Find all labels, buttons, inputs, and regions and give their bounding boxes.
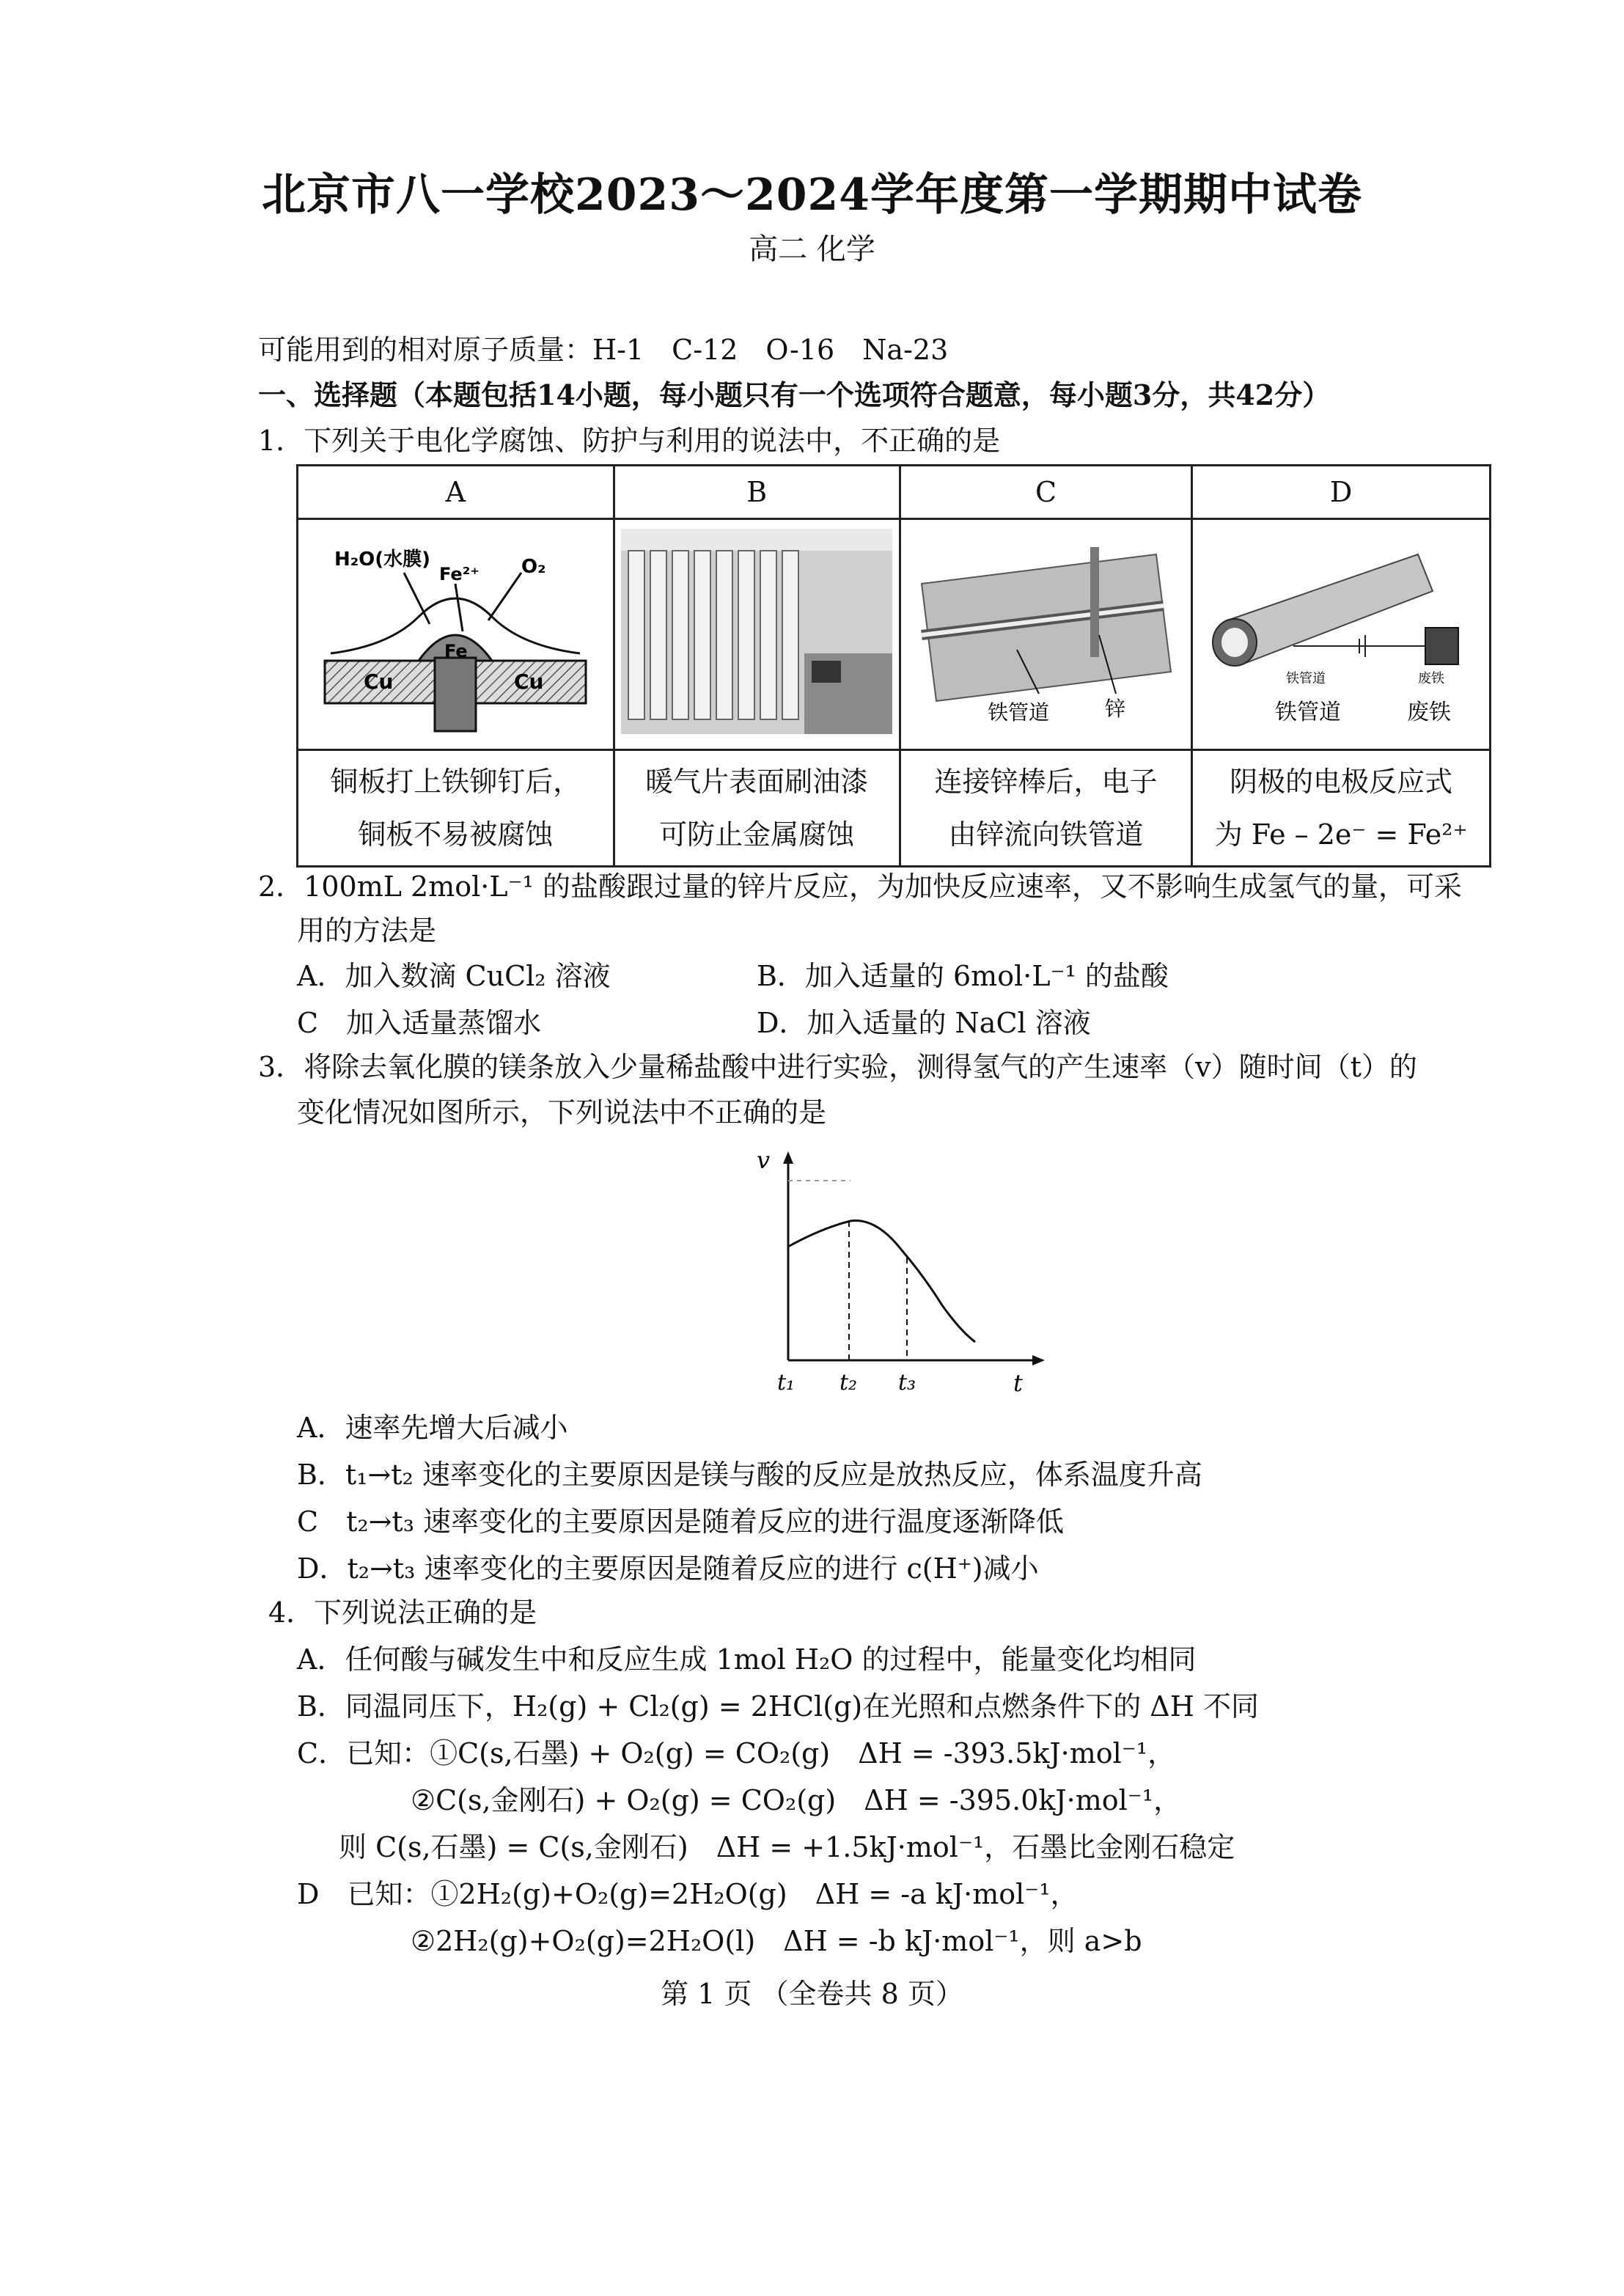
q1-caption-b-line2: 可防止金属腐蚀 [659, 818, 855, 851]
q1-caption-b [614, 750, 900, 867]
section-heading: 一、选择题（本题包括14小题，每小题只有一个选项符合题意，每小题3分，共42分） [258, 378, 1331, 411]
q1-stem: 1．下列关于电化学腐蚀、防护与利用的说法中，不正确的是 [258, 425, 1001, 457]
q2-option-a: A．加入数滴 CuCl₂ 溶液 [297, 960, 611, 992]
q1-header-d: D [1192, 466, 1491, 519]
q1-header-a: A [298, 466, 614, 519]
q1-caption-d-line2: 为 Fe – 2e⁻ = Fe²⁺ [1214, 818, 1468, 851]
q2-option-b: B．加入适量的 6mol·L⁻¹ 的盐酸 [757, 960, 1169, 992]
q1-caption-a [298, 750, 614, 867]
q3-option-b: B．t₁→t₂ 速率变化的主要原因是镁与酸的反应是放热反应，体系温度升高 [297, 1459, 1202, 1491]
pipe-small-label: 铁管道 [1286, 670, 1326, 686]
rate-time-graph [755, 1148, 1048, 1404]
q1-figure-b [614, 519, 900, 750]
q4-option-d-line1: D 已知：①2H₂(g)+O₂(g)=2H₂O(g) ΔH = -a kJ·mol⁻¹， [297, 1878, 1079, 1910]
q1-header-c: C [900, 466, 1191, 519]
t3-label: t₃ [898, 1370, 916, 1395]
q2-option-c: C 加入适量蒸馏水 [297, 1007, 542, 1039]
y-axis-arrow-icon [783, 1151, 793, 1164]
q4-option-c-line2: ②C(s,金刚石) + O₂(g) = CO₂(g) ΔH = -395.0kJ·mol⁻¹， [411, 1784, 1182, 1816]
q2-stem-line1: 2．100mL 2mol·L⁻¹ 的盐酸跟过量的锌片反应，为加快反应速率，又不影响生成氢气的量，可采 [258, 870, 1462, 903]
fe2-label: Fe²⁺ [439, 563, 480, 584]
q1-figure-a [298, 519, 614, 750]
q4-option-b: B．同温同压下，H₂(g) + Cl₂(g) = 2HCl(g)在光照和点燃条件下的 ΔH 不同 [297, 1690, 1259, 1723]
q4-option-d-line2: ②2H₂(g)+O₂(g)=2H₂O(l) ΔH = -b kJ·mol⁻¹，则 a>b [411, 1925, 1142, 1957]
q1-caption-a-line1: 铜板打上铁铆钉后， [330, 766, 581, 798]
page-footer: 第 1 页 （全卷共 8 页） [661, 1978, 963, 2010]
q1-caption-d-line1: 阴极的电极反应式 [1230, 766, 1453, 798]
o2-label: O₂ [521, 555, 546, 578]
q4-option-a: A．任何酸与碱发生中和反应生成 1mol H₂O 的过程中，能量变化均相同 [297, 1643, 1197, 1676]
q2-option-d: D．加入适量的 NaCl 溶液 [757, 1007, 1091, 1039]
q3-stem-line2: 变化情况如图所示，下列说法中不正确的是 [297, 1096, 827, 1129]
q4-option-c-line1: C．已知：①C(s,石墨) + O₂(g) = CO₂(g) ΔH = -393.5kJ·mol⁻¹， [297, 1737, 1176, 1769]
q1-caption-d [1192, 750, 1491, 867]
scrap-small-label: 废铁 [1418, 670, 1445, 686]
q3-option-d: D．t₂→t₃ 速率变化的主要原因是随着反应的进行 c(H⁺)减小 [297, 1552, 1039, 1585]
q2-stem-line2: 用的方法是 [297, 914, 437, 947]
v-axis-label: v [757, 1148, 771, 1174]
atomic-masses: 可能用到的相对原子质量：H-1 C-12 O-16 Na-23 [258, 334, 949, 366]
exam-subtitle: 高二 化学 [749, 232, 875, 266]
q1-header-b: B [614, 466, 900, 519]
pipe-label: 铁管道 [987, 700, 1049, 725]
q3-stem-line1: 3．将除去氧化膜的镁条放入少量稀盐酸中进行实验，测得氢气的产生速率（v）随时间（t）的 [258, 1051, 1417, 1083]
iron-pipe-zinc-diagram [907, 525, 1186, 738]
q1-table [296, 464, 1491, 868]
fe-label: Fe [444, 640, 468, 661]
pipe-scrap-iron-diagram [1198, 525, 1484, 738]
q3-option-a: A．速率先增大后减小 [297, 1412, 568, 1444]
radiator-photo [621, 529, 892, 734]
q1-caption-b-line1: 暖气片表面刷油漆 [645, 766, 869, 798]
q4-stem: 4．下列说法正确的是 [268, 1596, 537, 1629]
q1-figure-d [1192, 519, 1491, 750]
water-film-label: H₂O(水膜) [334, 548, 431, 571]
q1-caption-c [900, 750, 1191, 867]
rate-curve [788, 1221, 975, 1343]
t-axis-label: t [1013, 1369, 1023, 1397]
q4-option-c-line3: 则 C(s,石墨) = C(s,金刚石) ΔH = +1.5kJ·mol⁻¹，石墨比金刚石稳定 [339, 1831, 1235, 1863]
q1-caption-a-line2: 铜板不易被腐蚀 [358, 818, 554, 851]
zinc-label: 锌 [1104, 696, 1125, 721]
scrap-label-d: 废铁 [1407, 699, 1452, 725]
x-axis-arrow-icon [1032, 1355, 1045, 1365]
q1-figure-c [900, 519, 1191, 750]
q3-option-c: C t₂→t₃ 速率变化的主要原因是随着反应的进行温度逐渐降低 [297, 1505, 1065, 1538]
t1-label: t₁ [777, 1370, 796, 1395]
q1-caption-c-line2: 由锌流向铁管道 [948, 818, 1144, 851]
pipe-label-d: 铁管道 [1275, 699, 1342, 725]
rivet-corrosion-diagram [301, 521, 609, 741]
t2-label: t₂ [839, 1370, 858, 1395]
q1-caption-c-line1: 连接锌棒后，电子 [934, 766, 1158, 798]
cu-label-left: Cu [364, 669, 394, 694]
cu-label-right: Cu [514, 669, 544, 694]
exam-title: 北京市八一学校2023～2024学年度第一学期期中试卷 [262, 169, 1362, 221]
